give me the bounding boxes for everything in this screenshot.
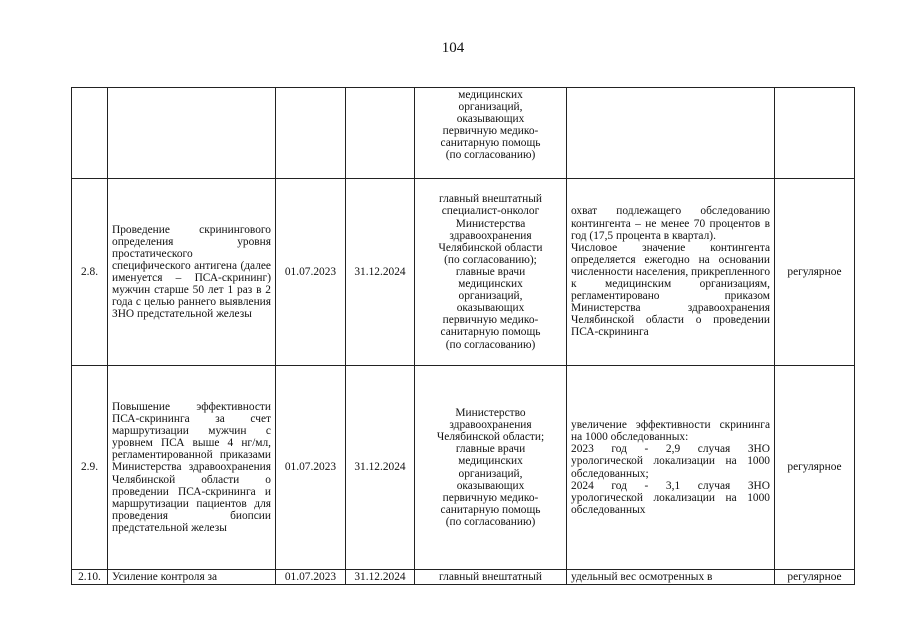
frequency: регулярное bbox=[775, 570, 855, 585]
row-number: 2.10. bbox=[72, 570, 108, 585]
row-number: 2.8. bbox=[72, 179, 108, 366]
responsible: главный внештатный специалист-онколог Министерства здравоохранения Челябинской области (по согласованию); главные врачи медицинских организаций, оказывающих первичную медико- санитарную помощь (по согласованию) bbox=[415, 179, 567, 366]
frequency bbox=[775, 88, 855, 179]
table-row bbox=[72, 179, 855, 366]
frequency: регулярное bbox=[775, 179, 855, 366]
indicator: охват подлежащего обследованию контингента – не менее 70 процентов в год (17,5 процента в квартал). Числовое значение контингента определяется ежегодно на основании численности населения, прикрепленного к медицинским организациям, регламентировано приказом Министерства здравоохранения Челябинской области о проведении ПСА-скрининга bbox=[567, 179, 775, 366]
end-date bbox=[346, 88, 415, 179]
measure-name bbox=[108, 88, 276, 179]
end-date: 31.12.2024 bbox=[346, 179, 415, 366]
measures-table bbox=[71, 87, 855, 585]
start-date: 01.07.2023 bbox=[276, 179, 346, 366]
table-row bbox=[72, 88, 855, 179]
indicator bbox=[567, 88, 775, 179]
row-number: 2.9. bbox=[72, 366, 108, 570]
measure-name: Повышение эффективности ПСА-скрининга за счет маршрутизации мужчин с уровнем ПСА выше 4 нг/мл, регламентированной приказами Министерства здравоохранения Челябинской области о проведении ПСА-скрининга и маршрутизации пациентов для проведения биопсии предстательной железы bbox=[108, 366, 276, 570]
responsible: главный внештатный bbox=[415, 570, 567, 585]
indicator: увеличение эффективности скрининга на 1000 обследованных: 2023 год - 2,9 случая ЗНО урологической локализации на 1000 обследованных; 2024 год - 3,1 случая ЗНО урологической локализации на 1000 обследованных bbox=[567, 366, 775, 570]
start-date: 01.07.2023 bbox=[276, 570, 346, 585]
measure-name: Проведение скринингового определения уровня простатического специфического антигена (далее именуется – ПСА-скрининг) мужчин старше 50 лет 1 раз в 2 года с целью раннего выявления ЗНО предстательной железы bbox=[108, 179, 276, 366]
responsible: Министерство здравоохранения Челябинской области; главные врачи медицинских организаций, оказывающих первичную медико- санитарную помощь (по согласованию) bbox=[415, 366, 567, 570]
page-number: 104 bbox=[441, 40, 465, 56]
start-date bbox=[276, 88, 346, 179]
row-number bbox=[72, 88, 108, 179]
frequency: регулярное bbox=[775, 366, 855, 570]
table-row bbox=[72, 366, 855, 570]
start-date: 01.07.2023 bbox=[276, 366, 346, 570]
end-date: 31.12.2024 bbox=[346, 570, 415, 585]
end-date: 31.12.2024 bbox=[346, 366, 415, 570]
measure-name: Усиление контроля за bbox=[108, 570, 276, 585]
table-row bbox=[72, 570, 855, 585]
responsible: медицинских организаций, оказывающих первичную медико- санитарную помощь (по согласованию) bbox=[415, 88, 567, 179]
indicator: удельный вес осмотренных в bbox=[567, 570, 775, 585]
